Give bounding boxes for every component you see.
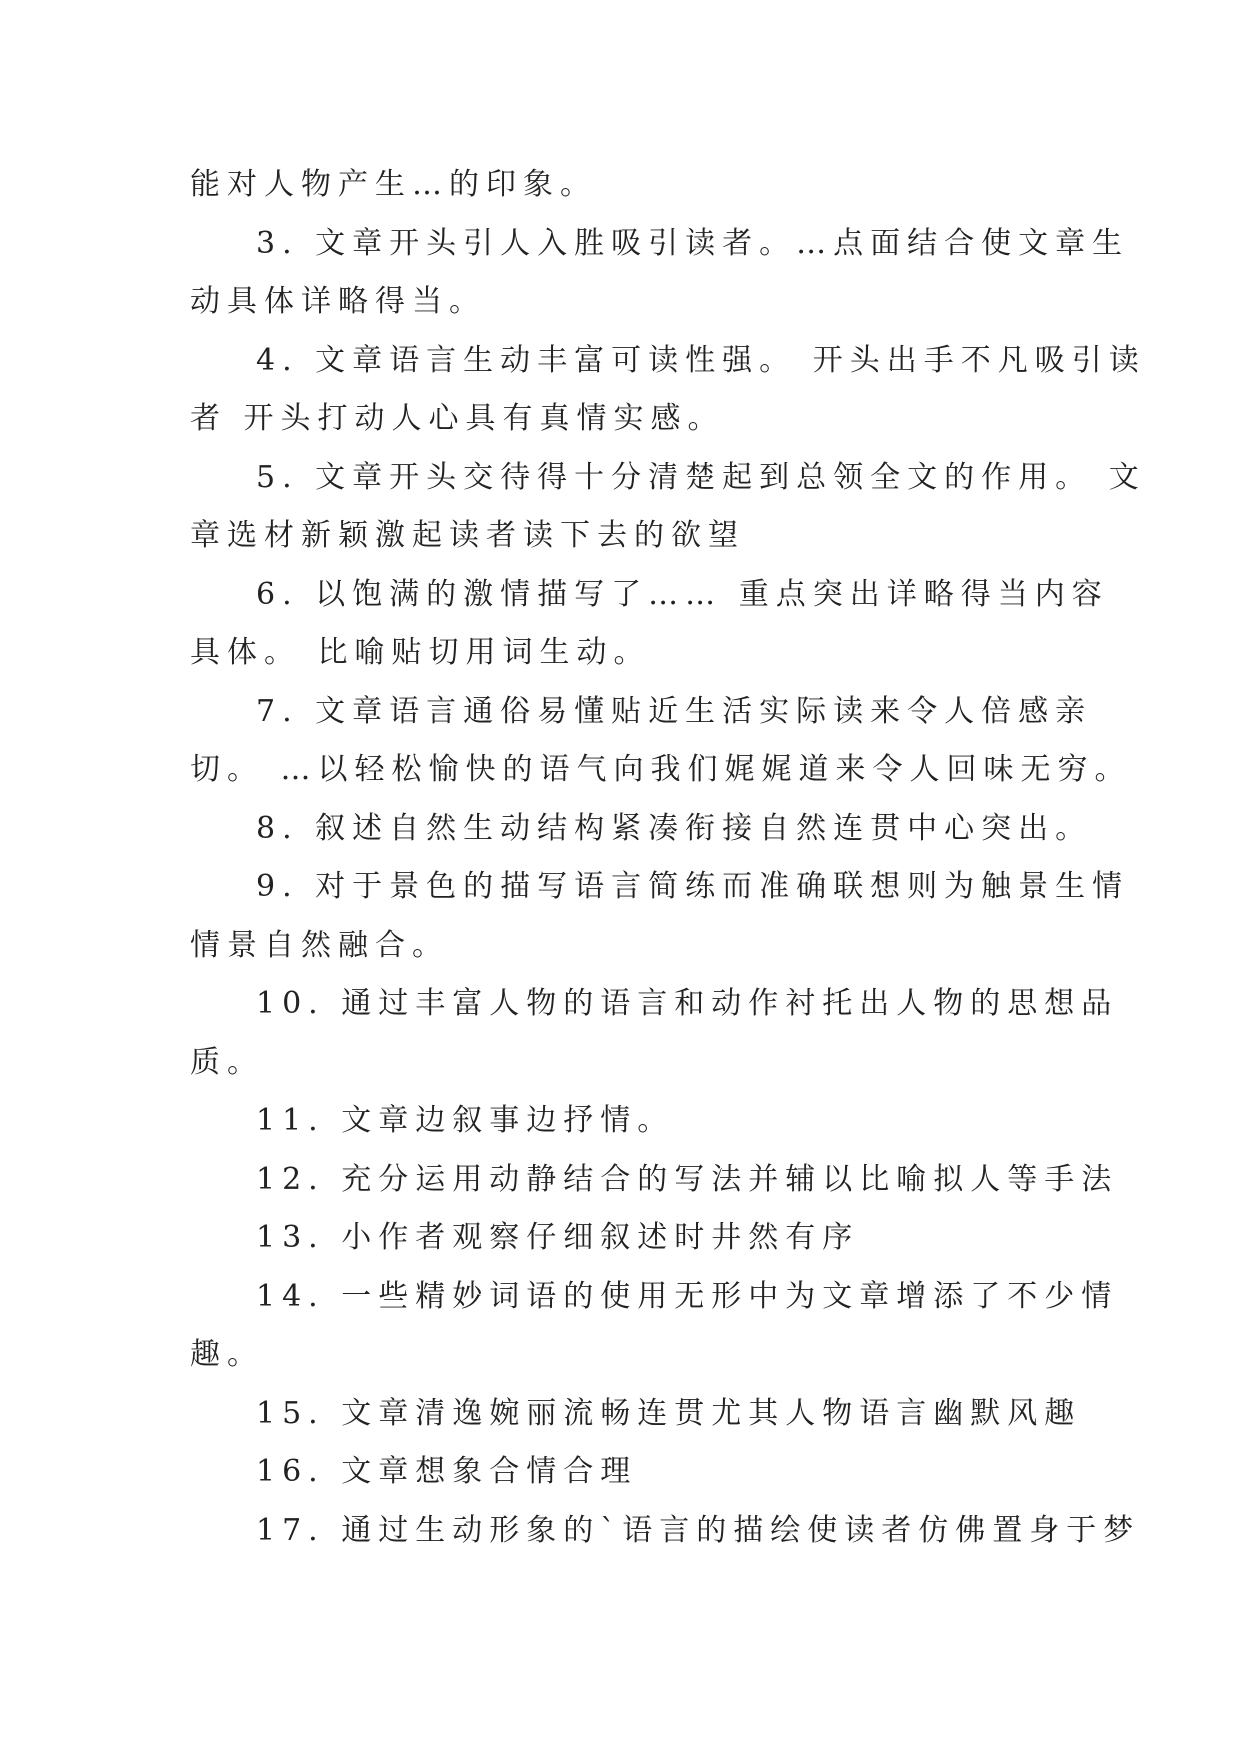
text-line: 质。: [190, 1044, 264, 1080]
text-line: 3. 文章开头引人入胜吸引读者。…点面结合使文章生: [256, 225, 1130, 261]
text-line: 12. 充分运用动静结合的写法并辅以比喻拟人等手法: [256, 1161, 1119, 1197]
text-line: 14. 一些精妙词语的使用无形中为文章增添了不少情: [256, 1278, 1119, 1314]
text-line: 16. 文章想象合情合理: [256, 1454, 638, 1489]
text-line: 6. 以饱满的激情描写了…… 重点突出详略得当内容: [256, 576, 1109, 612]
document-body: [190, 156, 1146, 1560]
text-line: 8. 叙述自然生动结构紧凑衔接自然连贯中心突出。: [256, 810, 1093, 846]
text-line: 9. 对于景色的描写语言简练而准确联想则为触景生情: [256, 869, 1130, 904]
text-line: 4. 文章语言生动丰富可读性强。 开头出手不凡吸引读: [256, 342, 1146, 378]
text-line: 17. 通过生动形象的`语言的描绘使读者仿佛置身于梦: [256, 1512, 1141, 1548]
text-line: 13. 小作者观察仔细叙述时井然有序: [256, 1220, 860, 1255]
text-line: 章选材新颖激起读者读下去的欲望: [190, 518, 745, 553]
text-line: 情景自然融合。: [190, 927, 449, 963]
text-line: 11. 文章边叙事边抒情。: [256, 1103, 675, 1138]
text-line: 切。 …以轻松愉快的语气向我们娓娓道来令人回味无穷。: [190, 752, 1132, 787]
text-line: 能对人物产生…的印象。: [190, 167, 597, 202]
text-line: 10. 通过丰富人物的语言和动作衬托出人物的思想品: [256, 986, 1119, 1021]
text-line: 趣。: [190, 1337, 264, 1372]
text-line: 动具体详略得当。: [190, 284, 486, 319]
text-line: 7. 文章语言通俗易懂贴近生活实际读来令人倍感亲: [256, 693, 1093, 729]
text-line: 具体。 比喻贴切用词生动。: [190, 635, 651, 670]
text-line: 15. 文章清逸婉丽流畅连贯尤其人物语言幽默风趣: [256, 1395, 1082, 1431]
text-line: 者 开头打动人心具有真情实感。: [190, 401, 725, 436]
text-line: 5. 文章开头交待得十分清楚起到总领全文的作用。 文: [256, 459, 1146, 495]
